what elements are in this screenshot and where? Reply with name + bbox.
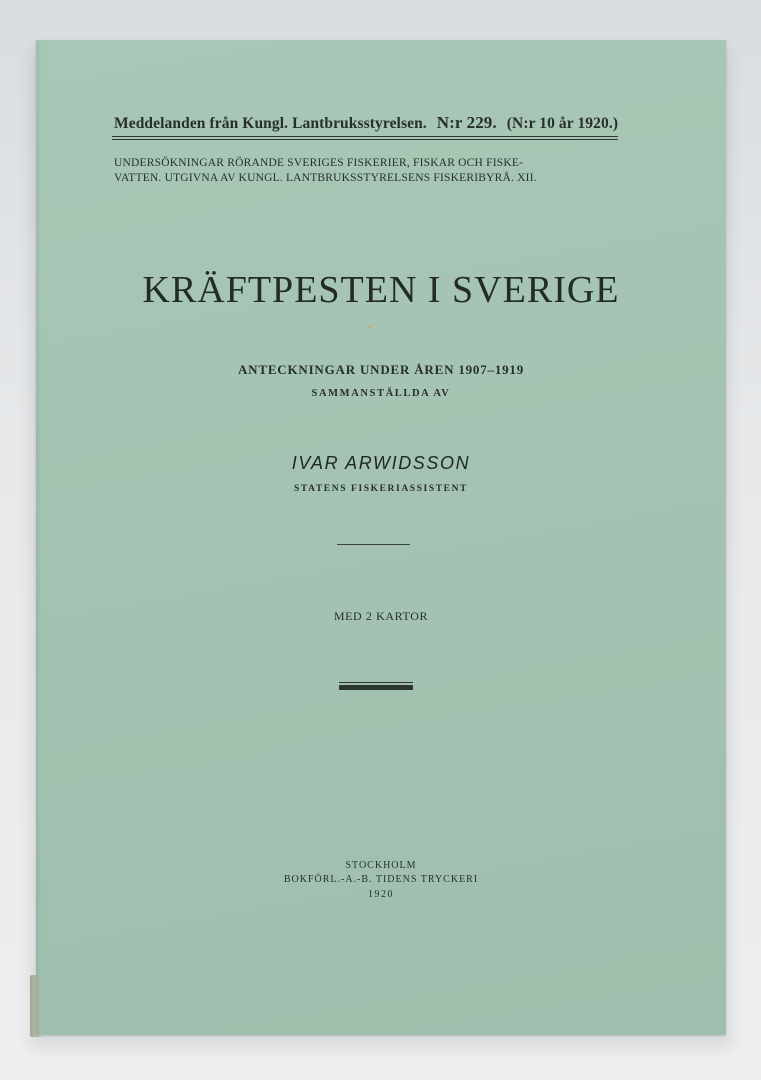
- series-number: N:r 229.: [436, 113, 497, 132]
- series-line: [114, 113, 618, 133]
- author-role: STATENS FISKERIASSISTENT: [293, 484, 468, 494]
- series-description-line1: UNDERSÖKNINGAR RÖRANDE SVERIGES FISKERIER, FISKAR OCH FISKE-: [114, 157, 524, 169]
- spine-wear: [36, 40, 42, 1035]
- divider-rule: [337, 544, 410, 545]
- book-subtitle: ANTECKNINGAR UNDER ÅREN 1907–1919: [237, 362, 525, 377]
- compiled-by: SAMMANSTÄLLDA AV: [311, 388, 451, 399]
- author-name: IVAR ARWIDSSON: [291, 453, 471, 473]
- imprint-printer: BOKFÖRL.-A.-B. TIDENS TRYCKERI: [283, 874, 479, 885]
- header-rule-top: [112, 136, 618, 137]
- maps-note: MED 2 KARTOR: [333, 609, 429, 623]
- ornament-rule-thick: [339, 685, 413, 690]
- book-cover: [36, 40, 726, 1035]
- imprint-city: STOCKHOLM: [345, 860, 417, 871]
- header-rule-bottom: [112, 139, 618, 140]
- series-description: [114, 156, 634, 186]
- imprint-year: 1920: [368, 889, 394, 900]
- paper-speck: [368, 326, 371, 329]
- series-description-line2: VATTEN. UTGIVNA AV KUNGL. LANTBRUKSSTYRELSENS FISKERIBYRÅ. XII.: [114, 172, 537, 184]
- series-publisher: Meddelanden från Kungl. Lantbruksstyrelsen.: [114, 115, 427, 132]
- ornament-rule-thin: [339, 682, 413, 683]
- corner-wear: [30, 975, 42, 1037]
- book-title: KRÄFTPESTEN I SVERIGE: [142, 269, 620, 311]
- series-parenthetical: (N:r 10 år 1920.): [506, 115, 619, 132]
